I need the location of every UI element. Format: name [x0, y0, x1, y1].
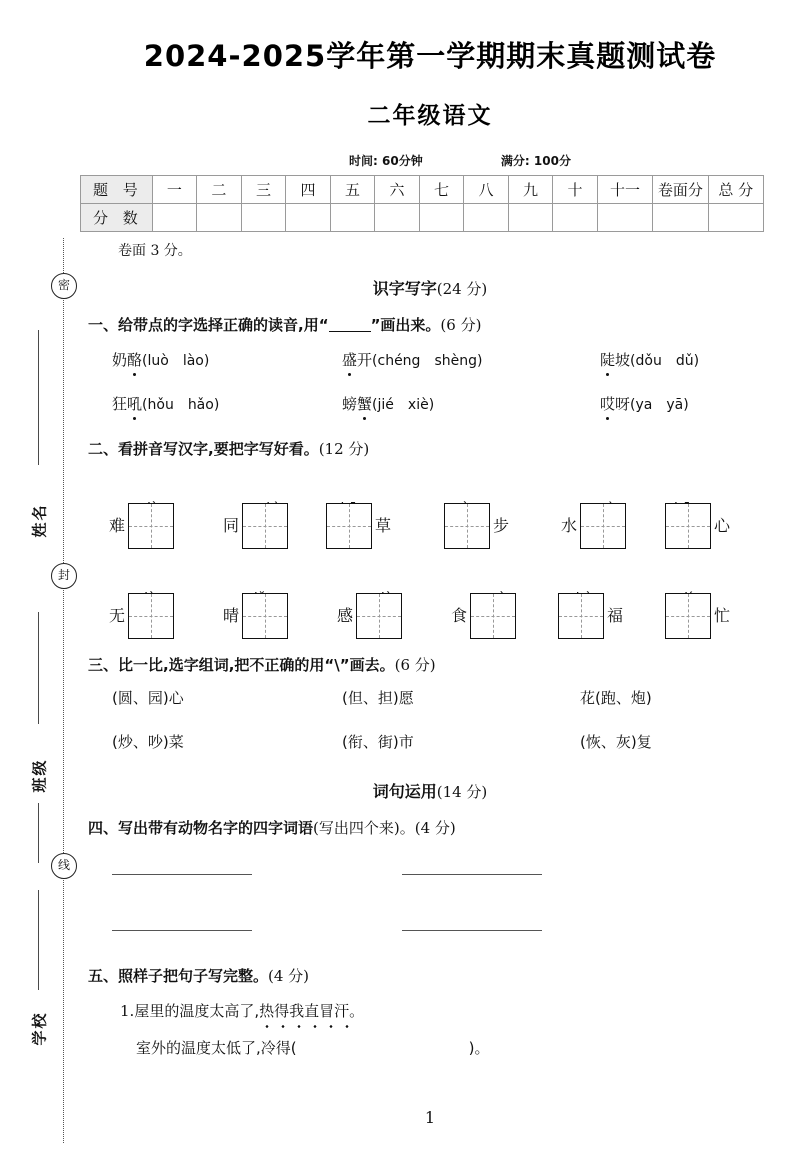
page-subtitle: 二年级语文 [367, 103, 493, 129]
q5-example-end: 。 [349, 1002, 365, 1020]
margin-rule-middle [38, 612, 39, 724]
q1-word-4-dotted: 吼 [127, 395, 143, 413]
score-table-col-8: 八 [464, 176, 509, 204]
q1-item-kuanghou[interactable] [112, 393, 219, 414]
q1-word-2-tail: 开 [357, 351, 373, 369]
score-table-header-row [81, 176, 764, 204]
question-2-title-text: 二、看拼音写汉字,要把字写好看。 [88, 440, 319, 458]
q1-item-shengkai[interactable] [342, 349, 482, 370]
score-table-col-5: 五 [330, 176, 375, 204]
underline-mark-icon [329, 331, 371, 332]
q5-example-pre: 屋里的温度太高了, [134, 1002, 260, 1020]
seal-char-mi: 密 [51, 273, 77, 299]
tz-group-qi [558, 503, 626, 549]
tianzige-box-wu[interactable] [470, 593, 516, 639]
question-3-title [88, 654, 780, 675]
answer-blank-1[interactable] [112, 854, 252, 875]
q1-item-pangxie[interactable] [342, 393, 434, 414]
q3-item-yuanxin[interactable]: (圆、园)心 [112, 689, 184, 707]
question-2-row-1 [80, 471, 780, 549]
tianzige-box-san[interactable] [444, 503, 490, 549]
tz-prefix-xie: 感 [337, 606, 354, 625]
tianzige-box-lun[interactable] [128, 593, 174, 639]
part-heading-literacy-points: (24 分) [436, 280, 488, 298]
presentation-score-note: 卷面 3 分。 [118, 243, 192, 259]
question-4-title-note: (写出四个来) [313, 819, 400, 837]
tz-suffix-san: 步 [493, 516, 510, 535]
q1-word-4-plain: 狂 [112, 395, 128, 413]
score-cell-9[interactable] [508, 204, 553, 232]
q1-options-5: (jié xiè) [372, 397, 435, 413]
score-table-col-2: 二 [197, 176, 242, 204]
tz-group-xie [334, 593, 402, 639]
tz-prefix-lun: 无 [109, 606, 126, 625]
tz-group-zhu [558, 593, 626, 639]
score-table-value-row [81, 204, 764, 232]
tz-prefix-lang: 晴 [223, 606, 240, 625]
exam-meta [80, 152, 780, 169]
tz-group-san [444, 503, 512, 549]
tz-group-lun [106, 593, 174, 639]
q1-options-4: (hǒu hǎo) [142, 397, 220, 413]
question-5-title-text: 五、照样子把句子写完整。 [88, 967, 269, 985]
score-cell-7[interactable] [419, 204, 464, 232]
exam-sheet [80, 0, 780, 1152]
tianzige-box-ji[interactable] [665, 593, 711, 639]
tz-group-dao [106, 503, 174, 549]
question-4-points: 。(4 分) [399, 819, 456, 837]
q1-word-2-dotted: 盛 [342, 351, 358, 369]
question-5-answer [136, 1037, 780, 1058]
q5-example-emphasis: 热得我直冒汗 [259, 1002, 350, 1020]
q5-answer-pre: 室外的温度太低了,冷得( [136, 1039, 297, 1057]
q1-item-doupo[interactable] [600, 349, 699, 370]
q1-word-5-plain: 螃 [342, 395, 358, 413]
exam-duration: 时间: 60分钟 [349, 154, 423, 168]
q3-item-danyuan[interactable]: (但、担)愿 [342, 689, 414, 707]
question-4-answer-row-2 [80, 910, 780, 950]
margin-rule-top [38, 330, 39, 465]
tianzige-box-qi[interactable] [580, 503, 626, 549]
question-3-row-2 [80, 731, 780, 763]
tz-suffix-shang: 心 [714, 516, 731, 535]
question-4-title-text: 四、写出带有动物名字的四字词语 [88, 819, 314, 837]
tianzige-box-xie[interactable] [356, 593, 402, 639]
question-1-row-2 [80, 393, 780, 423]
tz-group-lang [220, 593, 288, 639]
exam-full-score: 满分: 100分 [500, 154, 571, 168]
tz-group-wu [448, 593, 516, 639]
q3-item-chaocai[interactable]: (炒、吵)菜 [112, 733, 184, 751]
margin-rule-bottom [38, 890, 39, 990]
score-table-col-7: 七 [419, 176, 464, 204]
tz-group-ku [326, 503, 394, 549]
q1-options-3: (dǒu dǔ) [630, 353, 700, 369]
q1-word-1-plain: 奶 [112, 351, 128, 369]
question-3-title-text: 三、比一比,选字组词,把不正确的用“\”画去。 [88, 656, 395, 674]
score-table-col-11: 十一 [597, 176, 652, 204]
question-5-title [88, 965, 780, 986]
page-number: 1 [424, 1108, 436, 1127]
q5-answer-post: )。 [468, 1039, 490, 1057]
tz-group-shang [665, 503, 733, 549]
seal-margin [0, 0, 80, 1152]
q5-example-number: 1. [120, 1002, 135, 1020]
q1-item-naolao[interactable] [112, 349, 209, 370]
margin-rule-lower [38, 803, 39, 863]
part-heading-usage-text: 词句运用 [372, 782, 437, 801]
score-table-col-9: 九 [508, 176, 553, 204]
q1-word-1-dotted: 酪 [127, 351, 143, 369]
score-cell-5[interactable] [330, 204, 375, 232]
score-cell-6[interactable] [375, 204, 420, 232]
tz-suffix-ji: 忙 [714, 606, 731, 625]
tz-suffix-ku: 草 [375, 516, 392, 535]
q1-word-6-dotted: 哎 [600, 395, 616, 413]
q1-item-aiya[interactable] [600, 393, 689, 414]
question-2-row-2 [80, 561, 780, 639]
score-cell-2[interactable] [197, 204, 242, 232]
score-table-col-6: 六 [375, 176, 420, 204]
tz-group-zhi [220, 503, 288, 549]
student-class-label: 班级 [30, 758, 49, 793]
student-name-label: 姓名 [30, 503, 49, 538]
score-cell-10[interactable] [553, 204, 598, 232]
q1-word-3-tail: 坡 [615, 351, 631, 369]
question-1-title-post: ”画出来。 [370, 316, 441, 334]
question-4-answer-row-1 [80, 854, 780, 894]
score-cell-3[interactable] [241, 204, 286, 232]
q1-options-6: (ya yā) [630, 397, 689, 413]
tianzige-box-zhi[interactable] [242, 503, 288, 549]
question-3-row-1 [80, 687, 780, 719]
part-heading-literacy [80, 276, 780, 299]
question-1-title [88, 314, 780, 335]
q1-options-1: (luò lào) [142, 353, 210, 369]
question-1-points: (6 分) [440, 316, 482, 334]
part-heading-literacy-text: 识字写字 [372, 279, 437, 298]
page-title: 2024-2025学年第一学期期末真题测试卷 [143, 39, 717, 73]
score-cell-8[interactable] [464, 204, 509, 232]
score-table-col-3: 三 [241, 176, 286, 204]
score-table-col-10: 十 [553, 176, 598, 204]
score-table-col-total: 总 分 [708, 176, 763, 204]
question-2-points: (12 分) [318, 440, 370, 458]
tianzige-box-shang[interactable] [665, 503, 711, 549]
q1-options-2: (chéng shèng) [372, 353, 483, 369]
tianzige-box-dao[interactable] [128, 503, 174, 549]
tz-prefix-dao: 难 [109, 516, 126, 535]
answer-blank-3[interactable] [112, 910, 252, 931]
tz-prefix-wu: 食 [451, 606, 468, 625]
seal-char-feng: 封 [51, 563, 77, 589]
q3-item-huapao[interactable]: 花(跑、炮) [580, 689, 652, 707]
q1-word-6-tail: 呀 [615, 395, 631, 413]
score-table-row-label-score: 分 数 [81, 204, 153, 232]
q1-word-5-dotted: 蟹 [357, 395, 373, 413]
score-table-col-1: 一 [152, 176, 197, 204]
part-heading-usage-points: (14 分) [436, 783, 488, 801]
question-1-row-1 [80, 349, 780, 379]
seal-dotted-line [63, 238, 64, 1143]
question-5-points: (4 分) [268, 967, 310, 985]
score-cell-11[interactable] [597, 204, 652, 232]
question-1-title-pre: 一、给带点的字选择正确的读音,用“ [88, 316, 329, 334]
q3-item-huifu[interactable]: (恢、灰)复 [580, 733, 652, 751]
tz-prefix-zhi: 同 [223, 516, 240, 535]
question-5-example [120, 1000, 780, 1021]
q1-word-3-dotted: 陡 [600, 351, 616, 369]
q3-item-jieshi[interactable]: (衔、街)市 [342, 733, 414, 751]
question-3-points: (6 分) [394, 656, 436, 674]
score-cell-total[interactable] [708, 204, 763, 232]
tz-group-ji [665, 593, 733, 639]
tianzige-box-zhu[interactable] [558, 593, 604, 639]
score-cell-4[interactable] [286, 204, 331, 232]
score-table-col-4: 四 [286, 176, 331, 204]
tz-suffix-zhu: 福 [607, 606, 624, 625]
score-cell-1[interactable] [152, 204, 197, 232]
tianzige-box-ku[interactable] [326, 503, 372, 549]
score-table [80, 175, 764, 232]
tianzige-box-lang[interactable] [242, 593, 288, 639]
part-heading-usage [80, 779, 780, 802]
question-4-title [88, 817, 780, 838]
score-table-col-presentation: 卷面分 [653, 176, 708, 204]
question-2-title [88, 438, 780, 459]
score-table-row-label-question: 题 号 [81, 176, 153, 204]
student-school-label: 学校 [30, 1011, 49, 1046]
score-cell-presentation[interactable] [653, 204, 708, 232]
answer-blank-4[interactable] [402, 910, 542, 931]
tz-prefix-qi: 水 [561, 516, 578, 535]
seal-char-xian: 线 [51, 853, 77, 879]
answer-blank-2[interactable] [402, 854, 542, 875]
